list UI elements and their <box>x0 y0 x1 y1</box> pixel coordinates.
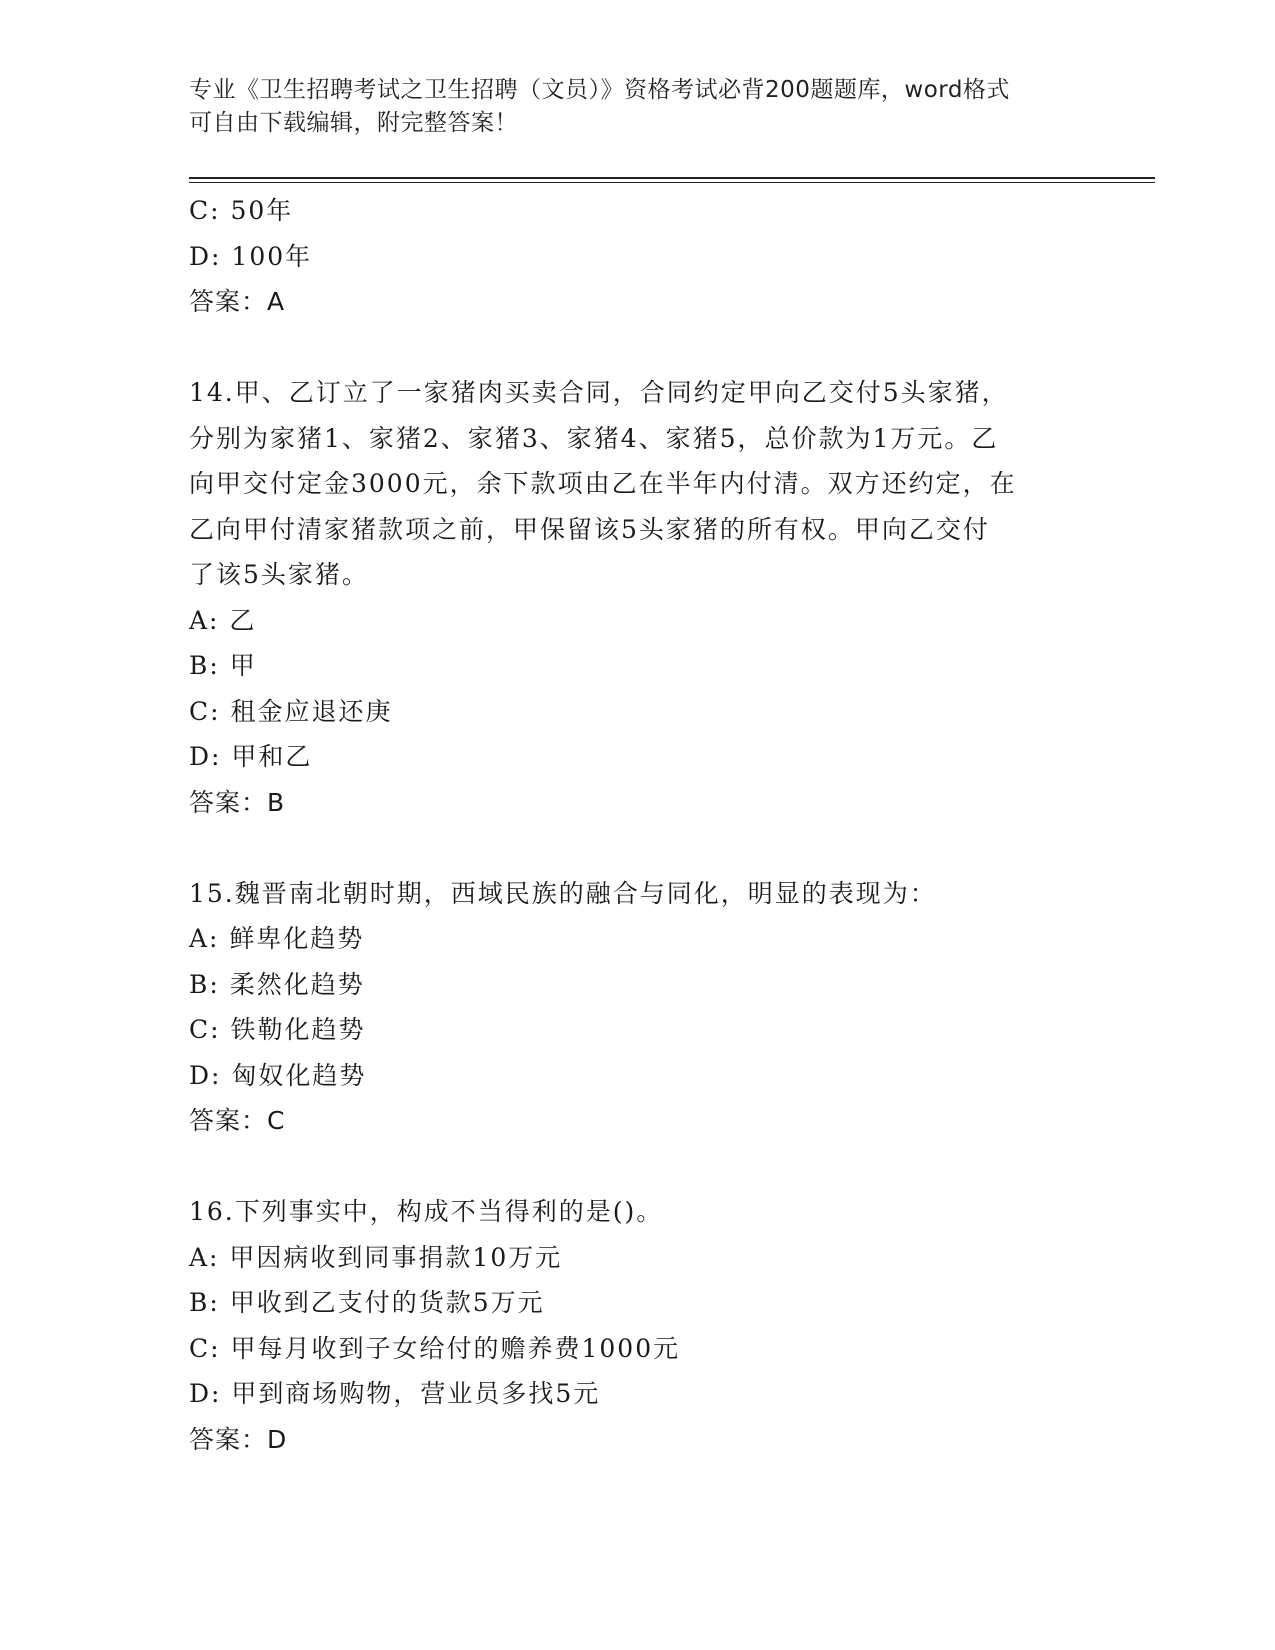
question-stem <box>189 1189 1089 1235</box>
question-stem <box>189 871 1089 917</box>
document-header <box>189 74 1069 140</box>
option-b: B: 甲 <box>189 651 257 680</box>
answer-line: 答案：B <box>189 787 286 817</box>
option-d: D: 甲和乙 <box>189 742 313 771</box>
option-b: B: 柔然化趋势 <box>189 969 365 999</box>
option-b: B: 甲收到乙支付的货款5万元 <box>189 1288 545 1317</box>
option-c: C: 租金应退还庚 <box>189 696 393 726</box>
spacer <box>189 825 1089 871</box>
option-a: A: 乙 <box>189 605 257 635</box>
spacer <box>189 1144 1089 1190</box>
question-13-continued <box>189 188 1089 325</box>
question-stem <box>189 370 1089 598</box>
option-c: C: 50年 <box>189 196 294 225</box>
stem-line: 15.魏晋南北朝时期，西域民族的融合与同化，明显的表现为： <box>189 878 937 908</box>
stem-line: 分别为家猪1、家猪2、家猪3、家猪4、家猪5，总价款为1万元。乙 <box>189 423 999 453</box>
question-14 <box>189 370 1089 825</box>
header-line-2: 可自由下载编辑，附完整答案！ <box>189 110 518 136</box>
header-rule-thick <box>189 177 1155 179</box>
option-a: A: 甲因病收到同事捐款10万元 <box>189 1242 563 1272</box>
option-d: D: 100年 <box>189 241 313 271</box>
stem-line: 16.下列事实中，构成不当得利的是()。 <box>189 1197 664 1226</box>
option-d: D: 匈奴化趋势 <box>189 1060 367 1090</box>
stem-line: 乙向甲付清家猪款项之前，甲保留该5头家猪的所有权。甲向乙交付 <box>189 514 990 544</box>
stem-line: 向甲交付定金3000元，余下款项由乙在半年内付清。双方还约定，在 <box>189 469 1017 498</box>
spacer <box>189 325 1089 371</box>
question-16 <box>189 1189 1089 1462</box>
answer-line: 答案：A <box>189 287 286 316</box>
header-rule-thin <box>189 182 1155 183</box>
option-a: A: 鲜卑化趋势 <box>189 924 365 953</box>
option-d: D: 甲到商场购物，营业员多找5元 <box>189 1379 601 1408</box>
stem-line: 14.甲、乙订立了一家猪肉买卖合同，合同约定甲向乙交付5头家猪， <box>189 378 1009 407</box>
option-c: C: 甲每月收到子女给付的赡养费1000元 <box>189 1333 681 1363</box>
answer-line: 答案：D <box>189 1424 288 1454</box>
question-15 <box>189 871 1089 1144</box>
question-list <box>189 188 1089 1462</box>
stem-line: 了该5头家猪。 <box>189 560 369 589</box>
option-c: C: 铁勒化趋势 <box>189 1015 366 1044</box>
header-line-1: 专业《卫生招聘考试之卫生招聘（文员）》资格考试必背200题题库，word格式 <box>189 77 1010 103</box>
answer-line: 答案：C <box>189 1106 286 1135</box>
